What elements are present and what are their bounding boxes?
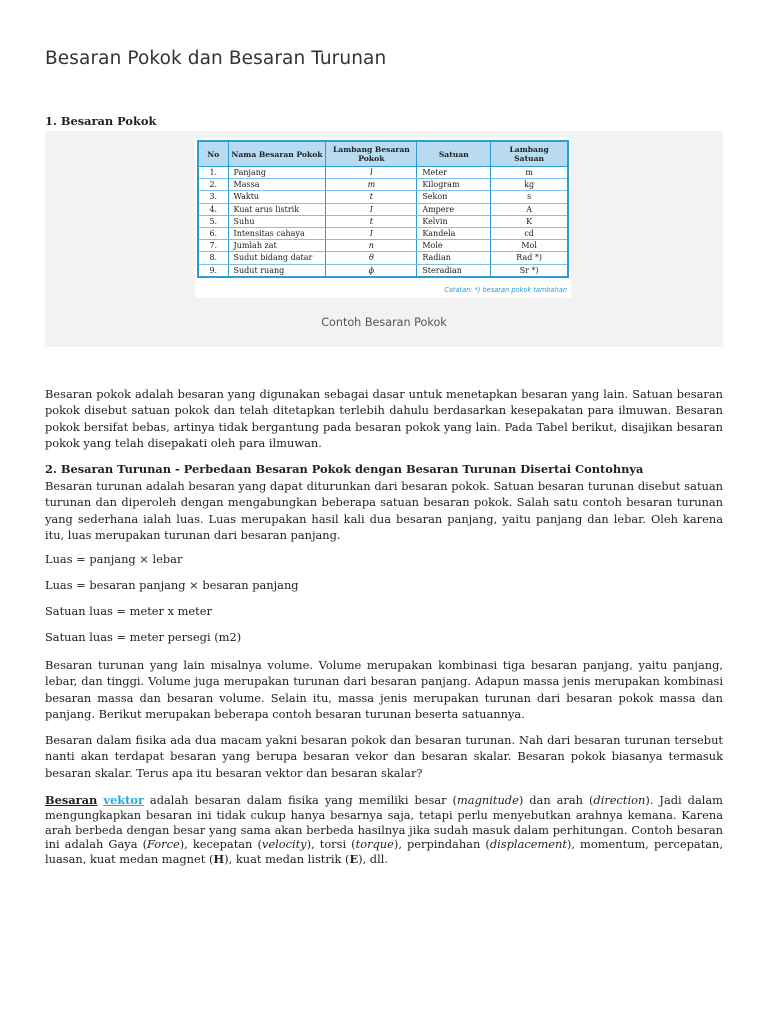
cell-no: 4. [198, 203, 228, 215]
cell-lambang-satuan: Rad *) [491, 252, 568, 264]
equation-satuan-luas-2: Satuan luas = meter persegi (m2) [45, 630, 242, 644]
italic-term-magnitude: magnitude [457, 793, 519, 807]
section-heading-besaran-turunan: 2. Besaran Turunan - Perbedaan Besaran Pokok dengan Besaran Turunan Disertai Contohnya [45, 462, 644, 476]
cell-nama: Massa [228, 179, 326, 191]
text-segment: ), momentum, percepatan, luasan, kuat medan magnet ( [45, 837, 723, 867]
cell-satuan: Kandela [417, 227, 491, 239]
text-segment: ), kecepatan ( [179, 837, 262, 852]
cell-lambang-satuan: cd [491, 227, 568, 239]
header-lambang-besaran: Lambang Besaran Pokok [326, 141, 417, 167]
text-segment: ) dan arah ( [518, 793, 594, 807]
italic-term-velocity: velocity [261, 837, 307, 852]
cell-no: 8. [198, 252, 228, 264]
table-caption: Contoh Besaran Pokok [321, 316, 447, 329]
cell-satuan: Sekon [417, 191, 491, 203]
cell-lambang: I [326, 227, 417, 239]
text-segment: ), dll. [358, 852, 389, 867]
header-satuan: Satuan [417, 141, 491, 167]
page-title: Besaran Pokok dan Besaran Turunan [45, 48, 387, 69]
table-row [198, 167, 568, 179]
cell-lambang: I [326, 203, 417, 215]
cell-no: 5. [198, 215, 228, 227]
cell-satuan: Radian [417, 252, 491, 264]
equation-luas-2: Luas = besaran panjang × besaran panjang [45, 578, 299, 592]
link-vektor[interactable]: vektor [103, 793, 144, 807]
cell-no: 2. [198, 179, 228, 191]
cell-no: 7. [198, 240, 228, 252]
text-segment: ). Jadi dalam mengungkapkan besaran ini tidak cukup hanya besarnya saja, tetapi perlu menyebutkan arahnya kemana. Karena arah berbeda dengan besar yang sama akan berbeda hasilnya jika sudah masuk dalam perhitungan. Contoh besaran ini adalah Gaya ( [45, 793, 723, 852]
bold-symbol-e: E [349, 852, 359, 867]
cell-lambang-satuan: A [491, 203, 568, 215]
cell-nama: Sudut bidang datar [228, 252, 326, 264]
cell-lambang: t [326, 191, 417, 203]
cell-no: 3. [198, 191, 228, 203]
table-row [198, 203, 568, 215]
equation-satuan-luas-1: Satuan luas = meter x meter [45, 604, 212, 618]
cell-nama: Panjang [228, 167, 326, 179]
table-header-row [198, 141, 568, 167]
cell-satuan: Kelvin [417, 215, 491, 227]
paragraph-vektor-skalar: Besaran dalam fisika ada dua macam yakni besaran pokok dan besaran turunan. Nah dari besaran turunan tersebut nanti akan terdapat besaran yang berupa besaran vekor dan besaran skalar. Besaran pokok biasanya termasuk besaran skalar. Terus apa itu besaran vektor dan besaran skalar? [45, 733, 723, 780]
header-nama-besaran: Nama Besaran Pokok [228, 141, 326, 167]
table-figure [45, 131, 723, 347]
cell-nama: Jumlah zat [228, 240, 326, 252]
cell-no: 6. [198, 227, 228, 239]
cell-lambang-satuan: kg [491, 179, 568, 191]
cell-lambang-satuan: Mol [491, 240, 568, 252]
cell-lambang: t [326, 215, 417, 227]
text-segment: ), perpindahan ( [393, 837, 490, 852]
paragraph-volume: Besaran turunan yang lain misalnya volume. Volume merupakan kombinasi tiga besaran panjang, yaitu panjang, lebar, dan tinggi. Volume juga merupakan turunan dari besaran panjang. Adapun massa jenis merupakan kombinasi besaran massa dan besaran volume. Selain itu, massa jenis merupakan turunan dari besaran pokok massa dan panjang. Berikut merupakan beberapa contoh besaran turunan beserta satuannya. [45, 658, 723, 721]
table-row [198, 227, 568, 239]
table-row [198, 215, 568, 227]
cell-nama: Suhu [228, 215, 326, 227]
cell-no: 9. [198, 264, 228, 277]
term-besaran: Besaran [45, 793, 98, 807]
cell-lambang: l [326, 167, 417, 179]
cell-lambang: θ [326, 252, 417, 264]
bold-symbol-h: H [213, 852, 225, 867]
cell-nama: Waktu [228, 191, 326, 203]
besaran-pokok-table [197, 140, 569, 278]
paragraph-besaran-turunan: Besaran turunan adalah besaran yang dapat diturunkan dari besaran pokok. Satuan besaran turunan disebut satuan turunan dan diperoleh dengan mengabungkan beberapa satuan besaran pokok. Salah satu contoh besaran turunan yang sederhana ialah luas. Luas merupakan hasil kali dua besaran panjang, yaitu panjang dan lebar. Oleh karena itu, luas merupakan turunan dari besaran panjang. [45, 479, 723, 542]
table-row [198, 179, 568, 191]
header-lambang-satuan: Lambang Satuan [491, 141, 568, 167]
text-segment: ), kuat medan listrik ( [224, 852, 350, 867]
table-row [198, 191, 568, 203]
cell-lambang: m [326, 179, 417, 191]
table-image [195, 138, 571, 298]
header-no: No [198, 141, 228, 167]
cell-satuan: Ampere [417, 203, 491, 215]
text-segment: ), torsi ( [306, 837, 356, 852]
cell-satuan: Steradian [417, 264, 491, 277]
italic-term-displacement: displacement [489, 837, 567, 852]
italic-term-force: Force [147, 837, 180, 852]
table-row [198, 240, 568, 252]
paragraph-besaran-vektor [45, 793, 723, 867]
paragraph-besaran-pokok: Besaran pokok adalah besaran yang digunakan sebagai dasar untuk menetapkan besaran yang lain. Satuan besaran pokok disebut satuan pokok dan telah ditetapkan terlebih dahulu berdasarkan kesepakatan para ilmuwan. Besaran pokok bersifat bebas, artinya tidak bergantung pada besaran pokok yang lain. Pada Tabel berikut, disajikan besaran pokok yang telah disepakati oleh para ilmuwan. [45, 387, 723, 450]
cell-nama: Kuat arus listrik [228, 203, 326, 215]
table-row [198, 264, 568, 277]
cell-lambang-satuan: K [491, 215, 568, 227]
cell-nama: Intensitas cahaya [228, 227, 326, 239]
cell-satuan: Meter [417, 167, 491, 179]
cell-lambang: ϕ [326, 264, 417, 277]
cell-nama: Sudut ruang [228, 264, 326, 277]
cell-satuan: Kilogram [417, 179, 491, 191]
table-note: Catatan: *) besaran pokok tambahan [444, 286, 567, 294]
italic-term-direction: direction [593, 793, 646, 807]
cell-no: 1. [198, 167, 228, 179]
cell-lambang-satuan: m [491, 167, 568, 179]
cell-lambang: n [326, 240, 417, 252]
cell-lambang-satuan: s [491, 191, 568, 203]
cell-satuan: Mole [417, 240, 491, 252]
equation-luas-1: Luas = panjang × lebar [45, 552, 183, 566]
italic-term-torque: torque [355, 837, 394, 852]
text-segment: adalah besaran dalam fisika yang memiliki besar ( [143, 793, 457, 807]
cell-lambang-satuan: Sr *) [491, 264, 568, 277]
table-row [198, 252, 568, 264]
section-heading-besaran-pokok: 1. Besaran Pokok [45, 114, 157, 128]
